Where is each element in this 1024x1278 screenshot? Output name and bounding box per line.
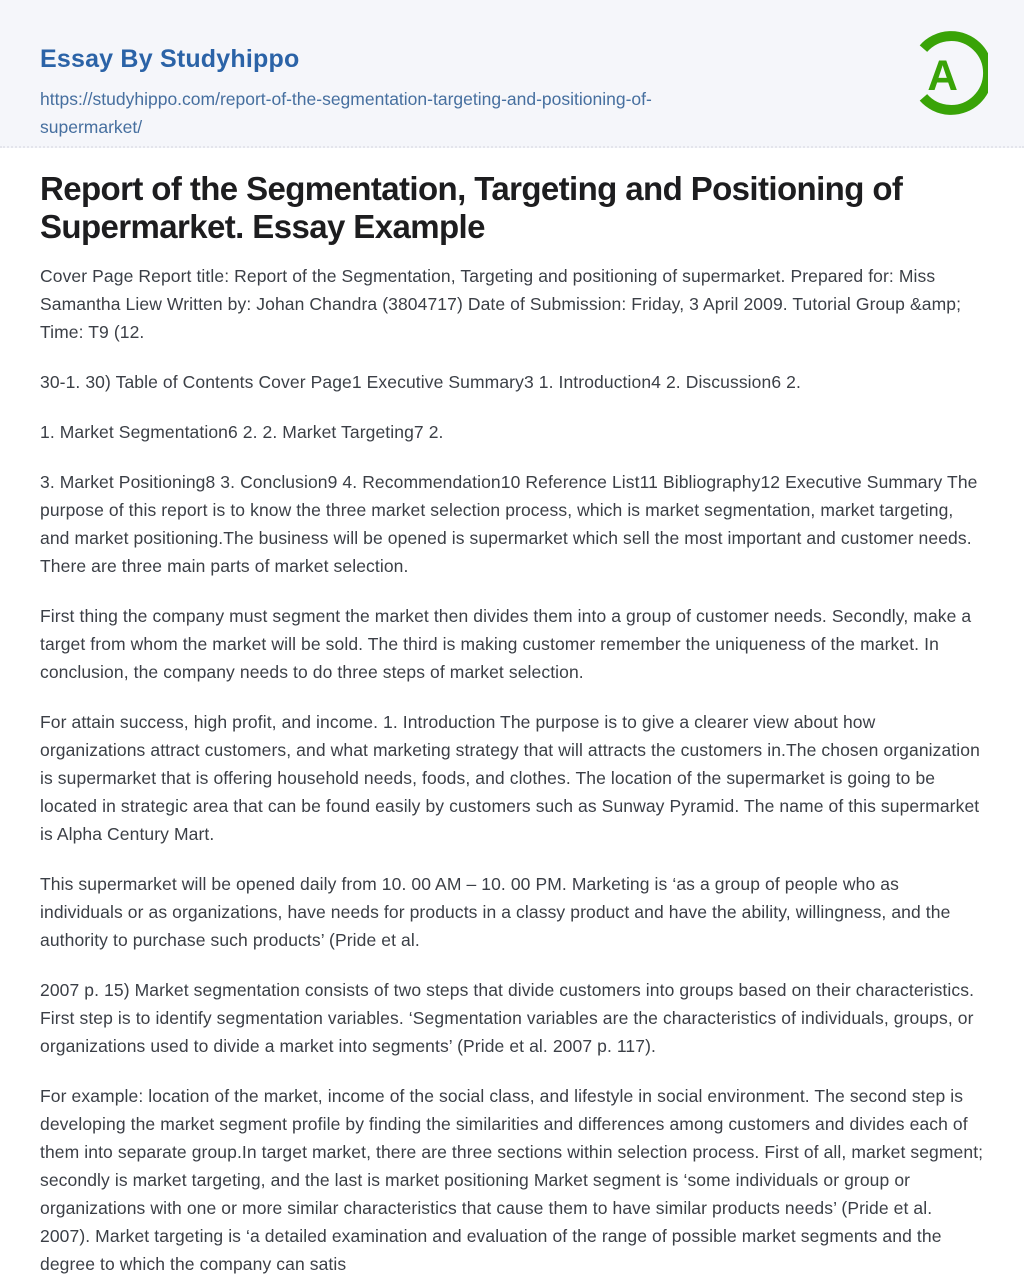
studyhippo-logo [910,28,988,118]
essay-paragraph: Cover Page Report title: Report of the Segmentation, Targeting and positioning of supermarket. Prepared for: Miss Samantha Liew Written by: Johan Chandra (3804717) Date of Submission: Friday, 3 April 2009. Tutorial Group &amp; Time: T9 (12. [40,266,962,342]
essay-paragraph: For example: location of the market, income of the social class, and lifestyle in social environment. The second step is developing the market segment profile by finding the similarities and differences among customers and divides each of them into separate group.In target market, there are three sections within selection process. First of all, market segment; secondly is market targeting, and the last is market positioning Market segment is ‘some individuals or group or organizations with one or more similar characteristics that cause them to have similar products needs’ (Pride et al. 2007). Market targeting is ‘a detailed examination and evaluation of the range of possible market segments and the degree to which the company can satis [40,1086,984,1274]
essay-title: Report of the Segmentation, Targeting and Positioning of Supermarket. Essay Example [40,170,903,245]
essay-paragraph: For attain success, high profit, and income. 1. Introduction The purpose is to give a clearer view about how organizations attract customers, and what marketing strategy that will attracts the customers in.The chosen organization is supermarket that is offering household needs, foods, and clothes. The location of the supermarket is going to be located in strategic area that can be found easily by customers such as Sunway Pyramid. The name of this supermarket is Alpha Century Mart. [40,712,980,844]
essay-body [40,262,984,1278]
essay-url-link[interactable]: https://studyhippo.com/report-of-the-segmentation-targeting-and-positioning-of-supermarket/ [40,89,652,137]
site-title: Essay By Studyhippo [40,45,300,73]
essay-paragraph: First thing the company must segment the market then divides them into a group of customer needs. Secondly, make a target from whom the market will be sold. The third is making customer remember the uniqueness of the market. In conclusion, the company needs to do three steps of market selection. [40,606,972,682]
essay-paragraph: 2007 p. 15) Market segmentation consists of two steps that divide customers into groups based on their characteristics. First step is to identify segmentation variables. ‘Segmentation variables are the characteristics of individuals, groups, or organizations used to divide a market into segments’ (Pride et al. 2007 p. 117). [40,980,975,1056]
page-header [0,0,1024,148]
essay-paragraph: This supermarket will be opened daily from 10. 00 AM – 10. 00 PM. Marketing is ‘as a group of people who as individuals or as organizations, have needs for products in a classy product and have the ability, willingness, and the authority to purchase such products’ (Pride et al. [40,874,951,950]
essay-paragraph: 3. Market Positioning8 3. Conclusion9 4. Recommendation10 Reference List11 Bibliography12 Executive Summary The purpose of this report is to know the three market selection process, which is market segmentation, market targeting, and market positioning.The business will be opened is supermarket which sell the most important and customer needs. There are three main parts of market selection. [40,472,978,576]
essay-paragraph: 1. Market Segmentation6 2. 2. Market Targeting7 2. [40,422,444,442]
essay-content [0,148,1024,1278]
essay-paragraph: 30-1. 30) Table of Contents Cover Page1 Executive Summary3 1. Introduction4 2. Discussion6 2. [40,372,801,392]
svg-text:A: A [927,52,958,100]
logo-a-icon [910,28,988,118]
